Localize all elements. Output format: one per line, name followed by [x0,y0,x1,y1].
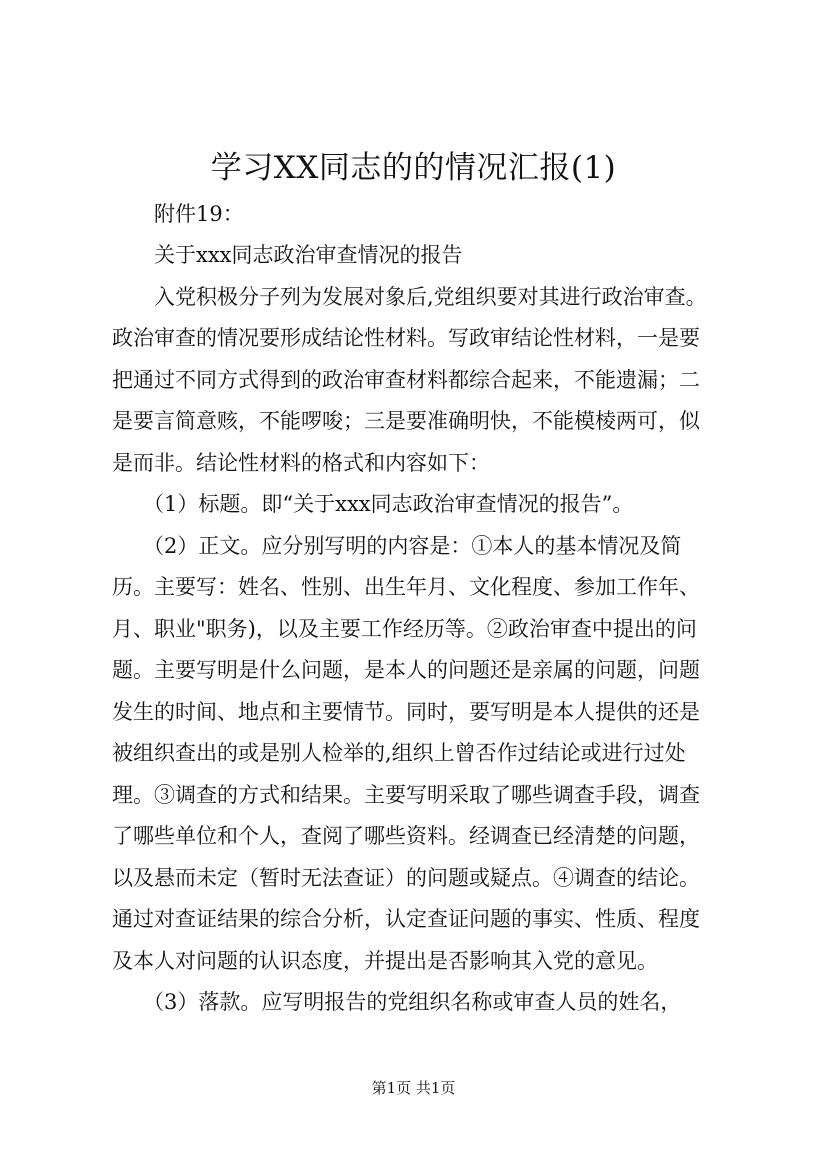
body-line: （3）落款。应写明报告的党组织名称或审查人员的姓名， [143,990,682,1014]
body-line: （2）正文。应分别写明的内容是：①本人的基本情况及简 [143,534,682,558]
body-line: 政治审查的情况要形成结论性材料。写政审结论性材料，一是要 [112,326,700,350]
body-line: 通过对查证结果的综合分析，认定查证问题的事实、性质、程度 [112,907,700,931]
report-subtitle: 关于xxx同志政治审查情况的报告 [154,243,463,267]
body-line: 及本人对问题的认识态度，并提出是否影响其入党的意见。 [112,949,658,973]
body-line: 是要言简意赅，不能啰唆；三是要准确明快，不能模棱两可，似 [112,409,700,433]
body-line: 月、职业"职务)，以及主要工作经历等。②政治审查中提出的问 [112,617,697,641]
body-line: 是而非。结论性材料的格式和内容如下： [112,451,490,475]
body-line: 把通过不同方式得到的政治审查材料都综合起来，不能遗漏；二 [112,368,700,392]
body-line: 以及悬而未定（暂时无法查证）的问题或疑点。④调查的结论。 [112,866,700,890]
body-line: 被组织查出的或是别人检举的,组织上曾否作过结论或进行过处 [112,741,686,765]
body-line: 入党积极分子列为发展对象后,党组织要对其进行政治审查。 [154,285,707,309]
document-title: 学习XX同志的的情况汇报(1) [210,150,617,186]
body-line: 了哪些单位和个人，查阅了哪些资料。经调查已经清楚的问题， [112,824,700,848]
body-line: （1）标题。即“关于xxx同志政治审查情况的报告”。 [143,492,634,516]
page-footer: 第1页 共1页 [371,1079,456,1097]
body-line: 历。主要写：姓名、性别、出生年月、文化程度、参加工作年、 [112,575,700,599]
body-line: 发生的时间、地点和主要情节。同时，要写明是本人提供的还是 [112,700,700,724]
body-line: 理。③调查的方式和结果。主要写明采取了哪些调查手段，调查 [112,783,700,807]
attachment-label: 附件19： [154,202,244,226]
body-line: 题。主要写明是什么问题，是本人的问题还是亲属的问题，问题 [112,658,700,682]
